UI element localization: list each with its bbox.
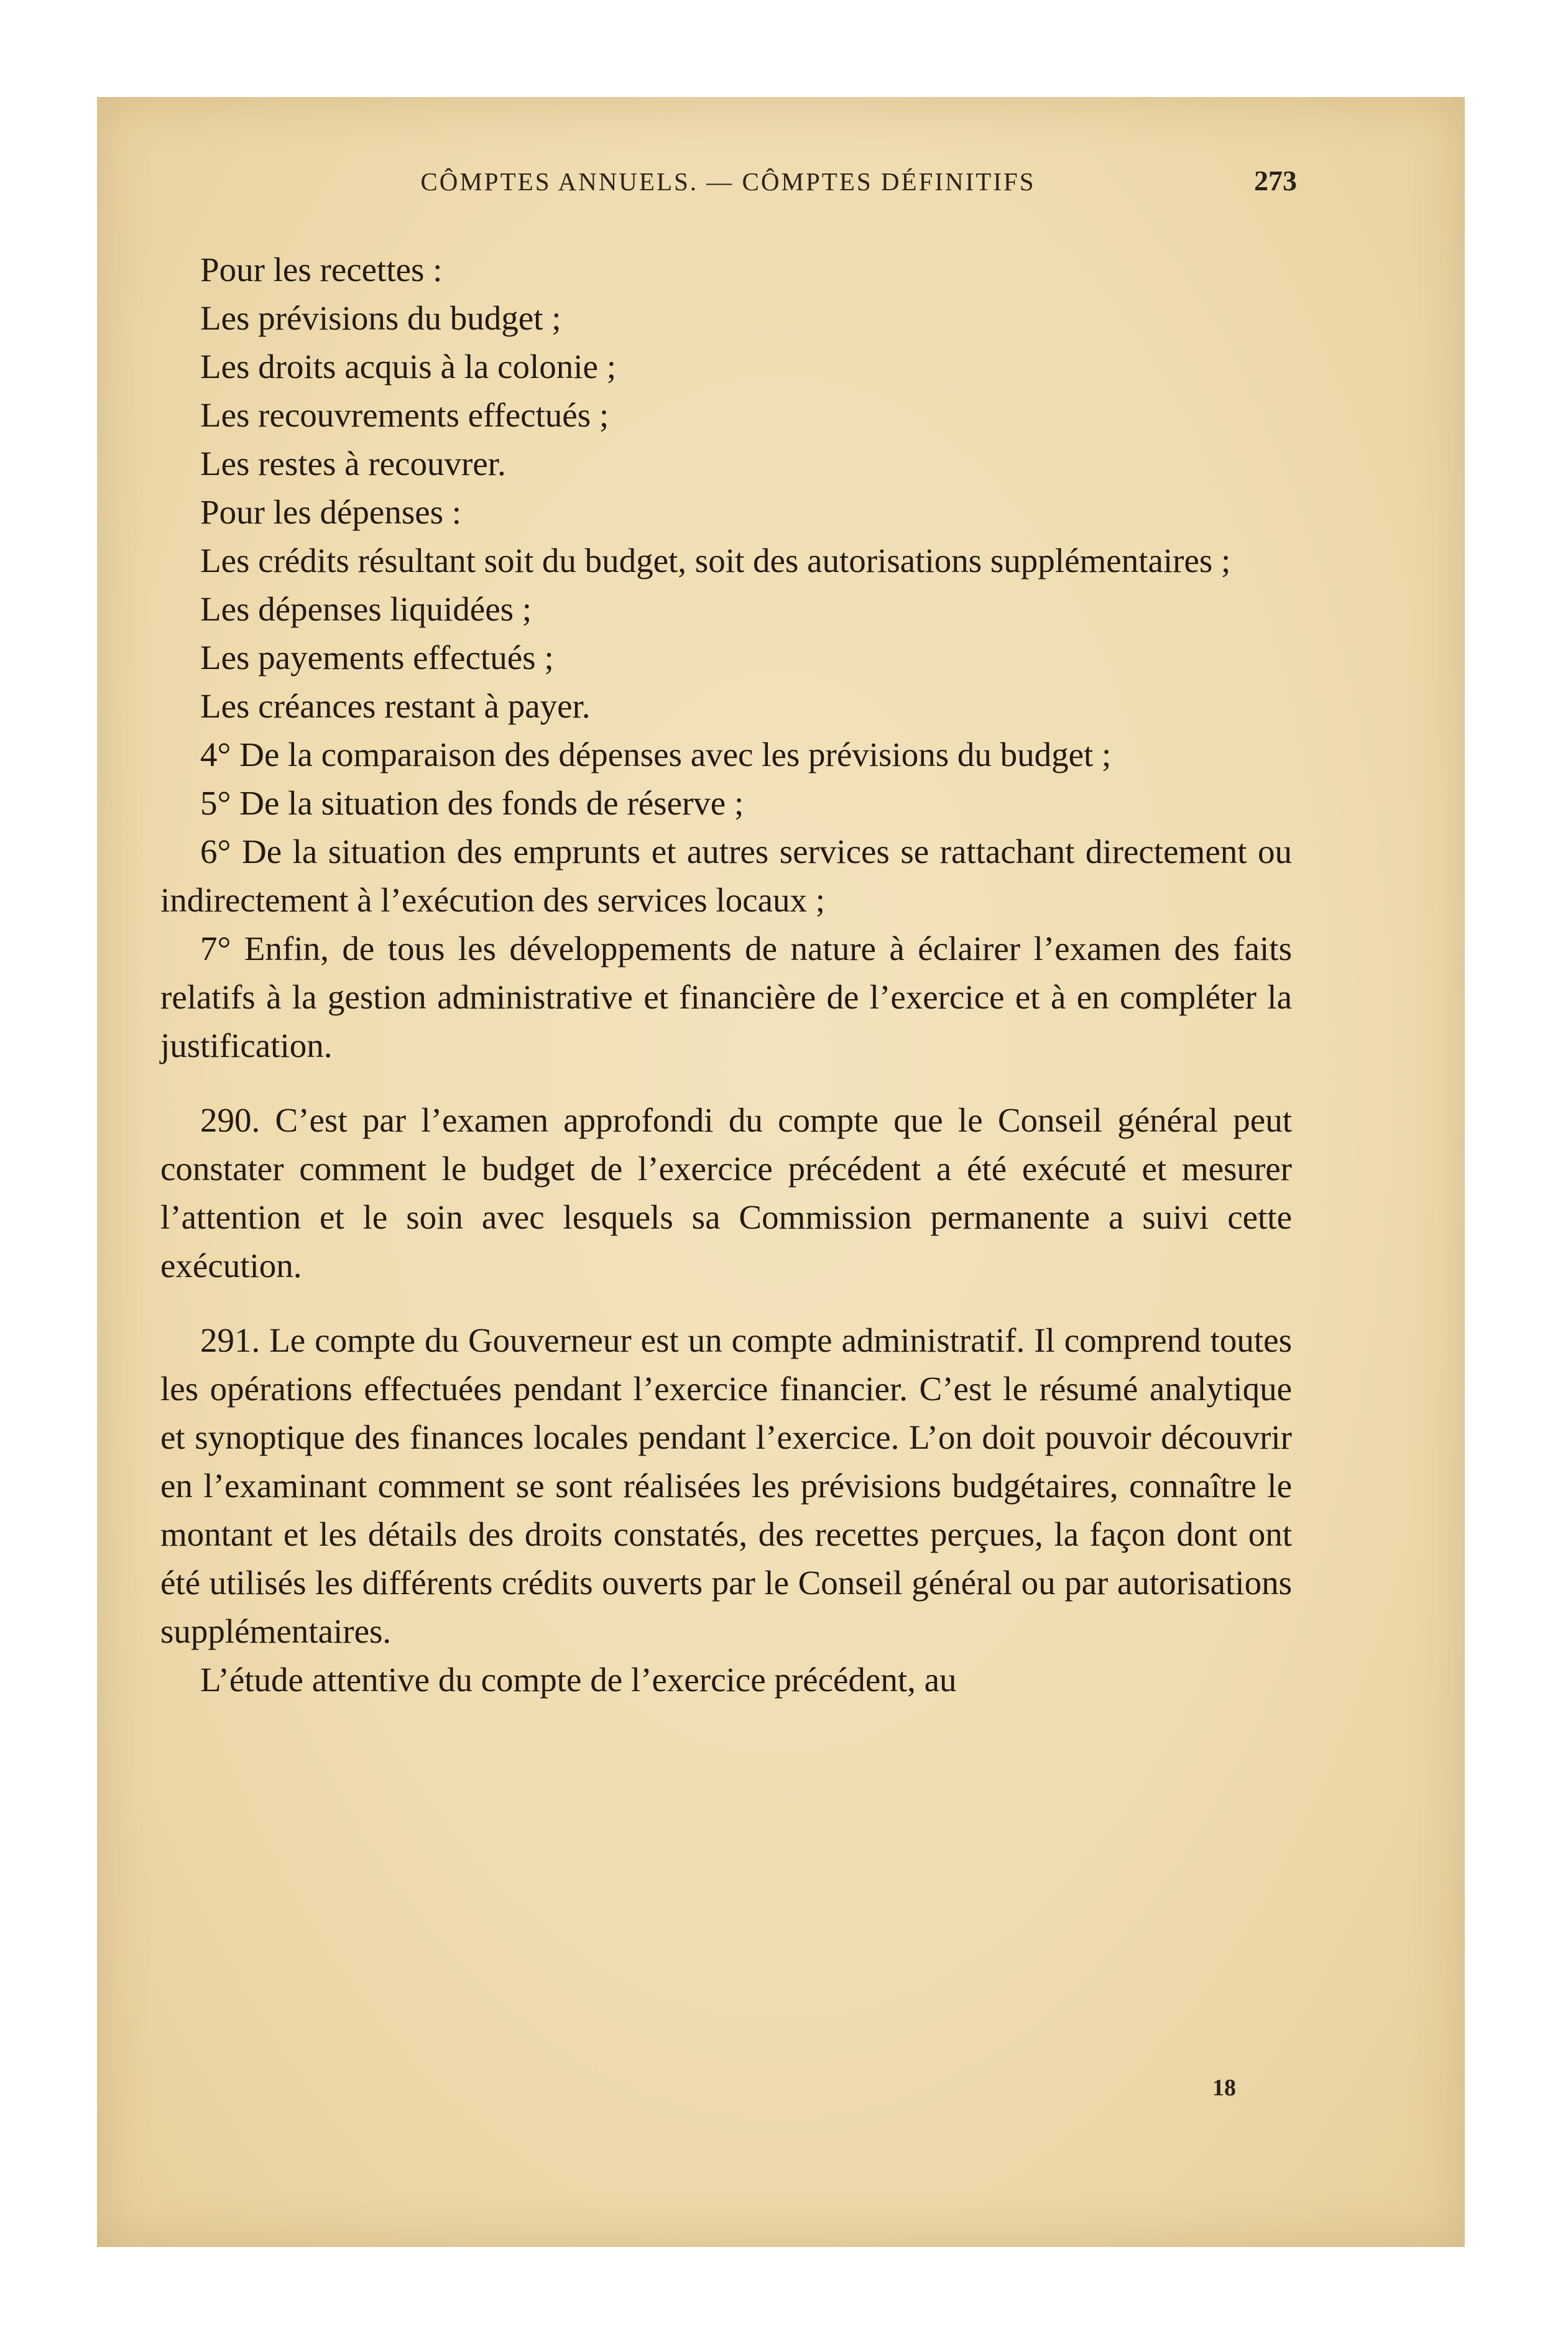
paragraph: Pour les recettes : [200, 251, 443, 288]
paragraph: Les dépenses liquidées ; [200, 590, 532, 628]
paragraph: L’étude attentive du compte de l’exercice précédent, au [200, 1661, 957, 1699]
signature-mark: 18 [1212, 2075, 1236, 2101]
paragraph: Pour les dépenses : [200, 493, 462, 531]
paragraph: 7° Enfin, de tous les développements de nature à éclairer l’examen des faits relatifs à la gestion administrative et financière de l’exercice et à en compléter la justification. [160, 930, 1292, 1064]
paragraph: Les droits acquis à la colonie ; [200, 348, 616, 385]
paragraph: 4° De la comparaison des dépenses avec les prévisions du budget ; [200, 736, 1112, 773]
paragraph: 6° De la situation des emprunts et autres services se rattachant directement ou indirectement à l’exécution des services locaux ; [160, 833, 1292, 919]
page-number: 273 [1254, 165, 1297, 196]
paragraph: Les payements effectués ; [200, 639, 554, 676]
paragraph: Les crédits résultant soit du budget, soit des autorisations supplémentaires ; [200, 542, 1231, 579]
paragraph: 5° De la situation des fonds de réserve ; [200, 784, 744, 822]
paragraph: Les créances restant à payer. [200, 687, 591, 725]
paragraph: Les prévisions du budget ; [200, 299, 561, 337]
section-291-paragraph: 291. Le compte du Gouverneur est un compte administratif. Il comprend toutes les opérations effectuées pendant l’exercice financier. C’est le résumé analytique et synoptique des finances locales pendant l’exercice. L’on doit pouvoir découvrir en l’examinant comment se sont réalisées les prévisions budgétaires, connaître le montant et les détails des droits constatés, des recettes perçues, la façon dont ont été utilisés les différents crédits ouverts par le Conseil général ou par autorisations supplémentaires. [160, 1321, 1292, 1650]
running-title: CÔMPTES ANNUELS. — CÔMPTES DÉFINITIFS [420, 167, 1036, 196]
paragraph: Les recouvrements effectués ; [200, 396, 609, 434]
running-header [172, 165, 1297, 204]
paragraph: Les restes à recouvrer. [200, 445, 506, 482]
section-290-paragraph: 290. C’est par l’examen approfondi du compte que le Conseil général peut constater comment le budget de l’exercice précédent a été exécuté et mesurer l’attention et le soin avec lesquels sa Commission permanente a suivi cette exécution. [160, 1101, 1292, 1285]
body-text [160, 246, 1292, 1704]
